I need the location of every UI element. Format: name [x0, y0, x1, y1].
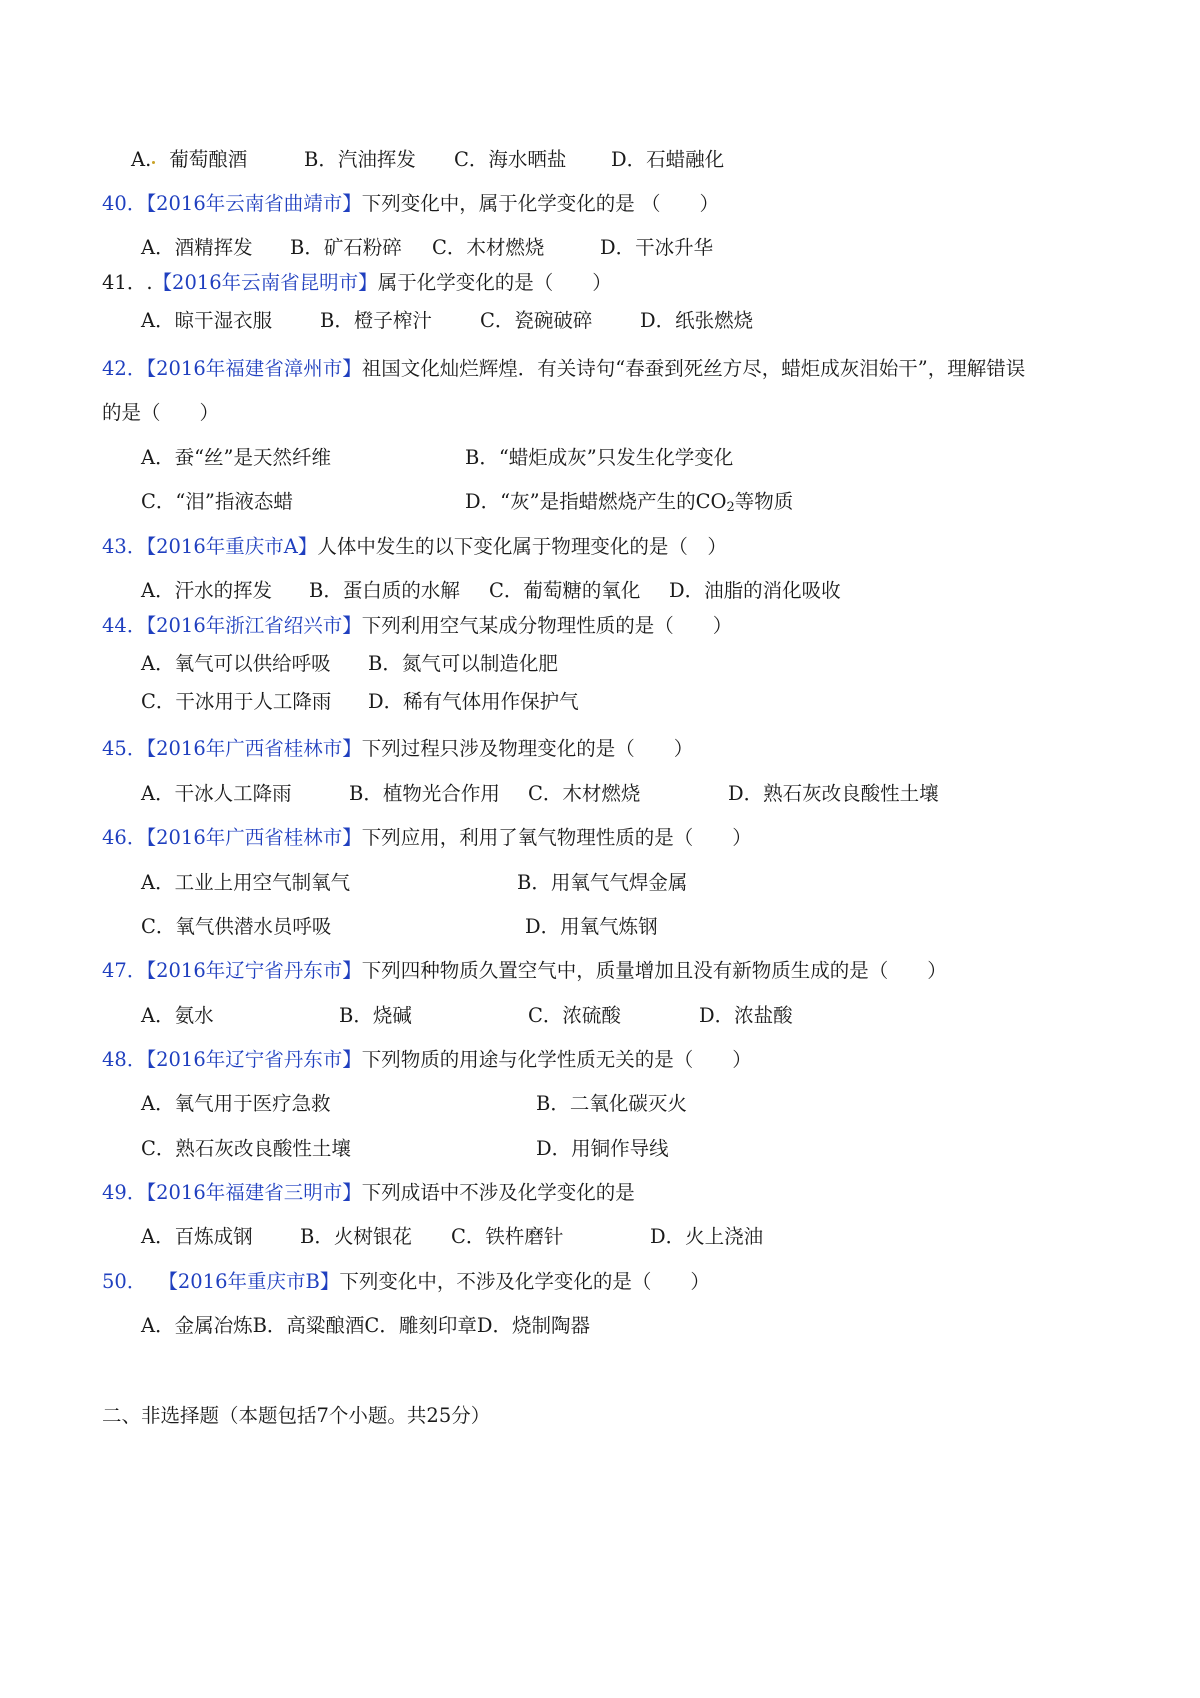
q48-option-b: B．二氧化碳灭火: [536, 1092, 687, 1115]
q47-option-a: A．氨水: [141, 1004, 214, 1027]
q43-option-c: C．葡萄糖的氧化: [489, 579, 641, 602]
question-50: 50． 【2016年重庆市B】下列变化中，不涉及化学变化的是（ ）: [102, 1270, 710, 1293]
q42-option-c: C．“泪”指液态蜡: [141, 490, 293, 513]
q43-option-d: D．油脂的消化吸收: [669, 579, 841, 602]
question-44: 44．【2016年浙江省绍兴市】下列利用空气某成分物理性质的是（ ）: [102, 614, 733, 637]
question-source: 2016年广西省桂林市: [156, 737, 343, 760]
question-43: 43．【2016年重庆市A】人体中发生的以下变化属于物理变化的是（ ）: [102, 535, 727, 558]
q39-option-b: B．汽油挥发: [304, 148, 416, 171]
question-source: 2016年云南省曲靖市: [156, 192, 343, 215]
q41-option-c: C．瓷碗破碎: [480, 309, 593, 332]
question-source: 2016年辽宁省丹东市: [156, 1048, 343, 1071]
q46-option-c: C．氧气供潜水员呼吸: [141, 915, 332, 938]
question-source: 2016年福建省漳州市: [156, 357, 343, 380]
q46-option-b: B．用氧气气焊金属: [517, 871, 688, 894]
q48-option-c: C．熟石灰改良酸性土壤: [141, 1137, 351, 1160]
q44-option-a: A．氧气可以供给呼吸: [141, 652, 331, 675]
q41-option-d: D．纸张燃烧: [640, 309, 754, 332]
q47-option-d: D．浓盐酸: [699, 1004, 793, 1027]
q48-option-a: A．氧气用于医疗急救: [141, 1092, 331, 1115]
q49-option-c: C．铁杵磨针: [451, 1225, 564, 1248]
q48-option-d: D．用铜作导线: [536, 1137, 669, 1160]
question-42: 42．【2016年福建省漳州市】祖国文化灿烂辉煌．有关诗句“春蚕到死丝方尽，蜡炬成灰泪始干”，理解错误: [102, 357, 1026, 380]
q40-option-a: A．酒精挥发: [141, 236, 253, 259]
question-source: 2016年福建省三明市: [156, 1181, 343, 1204]
q39-option-c: C．海水晒盐: [454, 148, 567, 171]
q42-option-d: D．“灰”是指蜡燃烧产生的$CO_2$等物质: [465, 490, 794, 515]
q42-option-b: B．“蜡炬成灰”只发生化学变化: [465, 446, 734, 469]
question-47: 47．【2016年辽宁省丹东市】下列四种物质久置空气中，质量增加且没有新物质生成的是（ ）: [102, 959, 947, 982]
q42-option-a: A．蚕“丝”是天然纤维: [141, 446, 332, 469]
q44-option-d: D．稀有气体用作保护气: [368, 690, 579, 713]
q39-option-a: A. 葡萄酿酒: [131, 148, 248, 171]
question-source: 2016年重庆市A: [156, 535, 298, 558]
q49-option-b: B．火树银花: [300, 1225, 412, 1248]
q49-option-a: A．百炼成钢: [141, 1225, 253, 1248]
q50-options: A．金属冶炼B．高粱酿酒C．雕刻印章D．烧制陶器: [141, 1314, 590, 1337]
question-46: 46．【2016年广西省桂林市】下列应用，利用了氧气物理性质的是（ ）: [102, 826, 752, 849]
question-source: 2016年辽宁省丹东市: [156, 959, 343, 982]
mark-dot: [152, 161, 155, 164]
q49-option-d: D．火上浇油: [650, 1225, 764, 1248]
q41-option-a: A．晾干湿衣服: [141, 309, 273, 332]
question-48: 48．【2016年辽宁省丹东市】下列物质的用途与化学性质无关的是（ ）: [102, 1048, 752, 1071]
q44-option-c: C．干冰用于人工降雨: [141, 690, 332, 713]
q46-option-a: A．工业上用空气制氧气: [141, 871, 351, 894]
q47-option-c: C．浓硫酸: [528, 1004, 621, 1027]
q47-option-b: B．烧碱: [339, 1004, 412, 1027]
question-41: 41．.【2016年云南省昆明市】属于化学变化的是（ ）: [102, 271, 612, 294]
question-source: 2016年广西省桂林市: [156, 826, 343, 849]
question-source: 2016年云南省昆明市: [172, 271, 359, 294]
q45-option-b: B．植物光合作用: [349, 782, 500, 805]
question-40: 40．【2016年云南省曲靖市】下列变化中，属于化学变化的是 （ ）: [102, 192, 719, 215]
question-source: 2016年重庆市B: [177, 1270, 320, 1293]
q43-option-a: A．汗水的挥发: [141, 579, 273, 602]
q41-option-b: B．橙子榨汁: [320, 309, 432, 332]
subscript: 2: [726, 500, 735, 515]
q39-option-d: D．石蜡融化: [611, 148, 725, 171]
q40-option-b: B．矿石粉碎: [290, 236, 402, 259]
question-42-cont: 的是（ ）: [102, 401, 220, 424]
question-49: 49．【2016年福建省三明市】下列成语中不涉及化学变化的是: [102, 1181, 635, 1204]
question-source: 2016年浙江省绍兴市: [156, 614, 343, 637]
q43-option-b: B．蛋白质的水解: [309, 579, 460, 602]
q46-option-d: D．用氧气炼钢: [525, 915, 658, 938]
q45-option-c: C．木材燃烧: [528, 782, 641, 805]
q40-option-d: D．干冰升华: [600, 236, 714, 259]
q40-option-c: C．木材燃烧: [432, 236, 545, 259]
question-45: 45．【2016年广西省桂林市】下列过程只涉及物理变化的是（ ）: [102, 737, 694, 760]
q44-option-b: B．氮气可以制造化肥: [368, 652, 558, 675]
q45-option-a: A．干冰人工降雨: [141, 782, 292, 805]
q45-option-d: D．熟石灰改良酸性土壤: [728, 782, 939, 805]
section-heading: 二、非选择题（本题包括7个小题。共25分）: [102, 1404, 491, 1427]
